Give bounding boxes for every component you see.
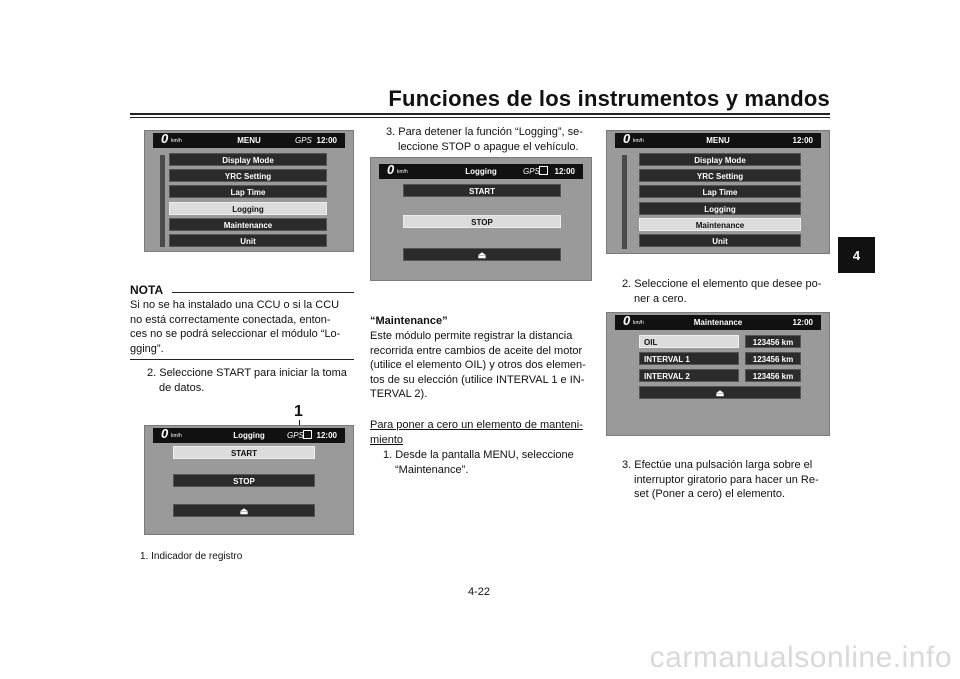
reset-step-1 (383, 448, 595, 477)
heading-line: miento (370, 433, 404, 446)
menu-item-display-mode[interactable]: Display Mode (639, 153, 801, 166)
speed-unit: km/h (633, 320, 644, 326)
screen-title: MENU (237, 136, 261, 145)
menu-screen-maintenance (606, 130, 830, 254)
step-line: leccione STOP o apague el vehículo. (398, 140, 579, 153)
nota-line: ces no se podrá seleccionar el módulo “Lo- (130, 328, 341, 340)
menu-screen-logging (144, 130, 354, 252)
logging-screen-stop (370, 157, 592, 281)
menu-item-lap-time[interactable]: Lap Time (639, 185, 801, 198)
screen-top-bar (615, 315, 821, 330)
speed-readout: 0 (161, 131, 169, 146)
maintenance-item-interval-2[interactable]: INTERVAL 2 (639, 369, 739, 382)
menu-item-logging[interactable]: Logging (169, 202, 327, 215)
maintenance-item-oil[interactable]: OIL (639, 335, 739, 348)
step-line: de datos. (159, 381, 205, 394)
maintenance-value-interval-1: 123456 km (745, 352, 801, 365)
step-3-stop (386, 125, 610, 154)
menu-item-lap-time[interactable]: Lap Time (169, 185, 327, 198)
logging-indicator-icon (539, 166, 548, 175)
start-button[interactable]: START (403, 184, 561, 197)
step-line: “Maintenance”. (395, 463, 469, 476)
step-2-start (147, 366, 357, 395)
screen-top-bar (615, 133, 821, 148)
step-line: 2. Seleccione START para iniciar la toma (147, 367, 347, 379)
reset-heading (370, 418, 594, 447)
clock-readout: 12:00 (792, 136, 813, 145)
menu-item-maintenance[interactable]: Maintenance (639, 218, 801, 231)
figure-caption: 1. Indicador de registro (140, 551, 243, 562)
paragraph-line: Este módulo permite registrar la distancia (370, 330, 573, 342)
clock-readout: 12:00 (316, 136, 337, 145)
screen-top-bar (153, 428, 345, 443)
gps-indicator: GPS (523, 167, 540, 176)
menu-item-unit[interactable]: Unit (639, 234, 801, 247)
menu-item-yrc-setting[interactable]: YRC Setting (639, 169, 801, 182)
menu-item-logging[interactable]: Logging (639, 202, 801, 215)
nota-line: gging”. (130, 342, 164, 355)
step-line: ner a cero. (634, 292, 687, 305)
speed-unit: km/h (171, 138, 182, 144)
logging-indicator-icon (303, 430, 312, 439)
nota-rule-bottom (130, 359, 354, 360)
speed-unit: km/h (397, 169, 408, 175)
page-number: 4-22 (468, 586, 491, 598)
screen-title: MENU (706, 136, 730, 145)
menu-item-unit[interactable]: Unit (169, 234, 327, 247)
menu-scrollbar (160, 155, 165, 247)
gps-indicator: GPS (287, 431, 304, 440)
step-2-select-item (622, 277, 834, 306)
speed-unit: km/h (633, 138, 644, 144)
page-header-title: Funciones de los instrumentos y mandos (388, 86, 830, 111)
eject-icon[interactable]: ⏏ (403, 248, 561, 261)
speed-readout: 0 (623, 313, 631, 328)
menu-item-yrc-setting[interactable]: YRC Setting (169, 169, 327, 182)
menu-item-maintenance[interactable]: Maintenance (169, 218, 327, 231)
maintenance-heading: “Maintenance” (370, 315, 448, 327)
clock-readout: 12:00 (316, 431, 337, 440)
gps-indicator: GPS (295, 136, 312, 145)
eject-icon[interactable]: ⏏ (639, 386, 801, 399)
speed-readout: 0 (387, 162, 395, 177)
nota-text (130, 298, 354, 356)
maintenance-screen (606, 312, 830, 436)
screen-top-bar (379, 164, 583, 179)
logging-screen-start (144, 425, 354, 535)
clock-readout: 12:00 (554, 167, 575, 176)
speed-readout: 0 (623, 131, 631, 146)
screen-title: Maintenance (693, 318, 743, 327)
paragraph-line: TERVAL 2). (370, 388, 428, 400)
step-line: 1. Desde la pantalla MENU, seleccione (383, 449, 574, 461)
start-button[interactable]: START (173, 446, 315, 459)
step-3-reset (622, 458, 834, 502)
chapter-tab: 4 (838, 237, 875, 273)
screen-title: Logging (465, 167, 497, 176)
step-line: 3. Efectúe una pulsación larga sobre el (622, 459, 813, 471)
menu-item-display-mode[interactable]: Display Mode (169, 153, 327, 166)
stop-button[interactable]: STOP (173, 474, 315, 487)
stop-button[interactable]: STOP (403, 215, 561, 228)
nota-line: no está correctamente conectada, enton- (130, 313, 331, 326)
clock-readout: 12:00 (792, 318, 813, 327)
watermark: carmanualsonline.info (649, 641, 952, 674)
maintenance-value-oil: 123456 km (745, 335, 801, 348)
speed-unit: km/h (171, 433, 182, 439)
step-line: interruptor giratorio para hacer un Re- (634, 473, 819, 486)
paragraph-line: tos de su elección (utilice INTERVAL 1 e IN- (370, 373, 585, 386)
nota-line: Si no se ha instalado una CCU o si la CCU (130, 299, 340, 311)
paragraph-line: recorrida entre cambios de aceite del motor (370, 344, 583, 357)
nota-rule-top (172, 292, 354, 293)
step-line: 3. Para detener la función “Logging”, se- (386, 126, 583, 138)
callout-number: 1 (294, 403, 303, 420)
screen-title: Logging (233, 431, 265, 440)
paragraph-line: (utilice el elemento OIL) y otros dos elemen- (370, 359, 586, 371)
step-line: set (Poner a cero) el elemento. (634, 488, 786, 500)
menu-scrollbar (622, 155, 627, 249)
nota-title: NOTA (130, 283, 164, 297)
eject-icon[interactable]: ⏏ (173, 504, 315, 517)
step-line: 2. Seleccione el elemento que desee po- (622, 278, 822, 290)
speed-readout: 0 (161, 426, 169, 441)
maintenance-item-interval-1[interactable]: INTERVAL 1 (639, 352, 739, 365)
screen-top-bar (153, 133, 345, 148)
heading-line: Para poner a cero un elemento de manteni- (370, 419, 583, 431)
maintenance-description (370, 329, 594, 402)
header-rule-thin (130, 117, 830, 118)
maintenance-value-interval-2: 123456 km (745, 369, 801, 382)
header-rule (130, 113, 830, 115)
